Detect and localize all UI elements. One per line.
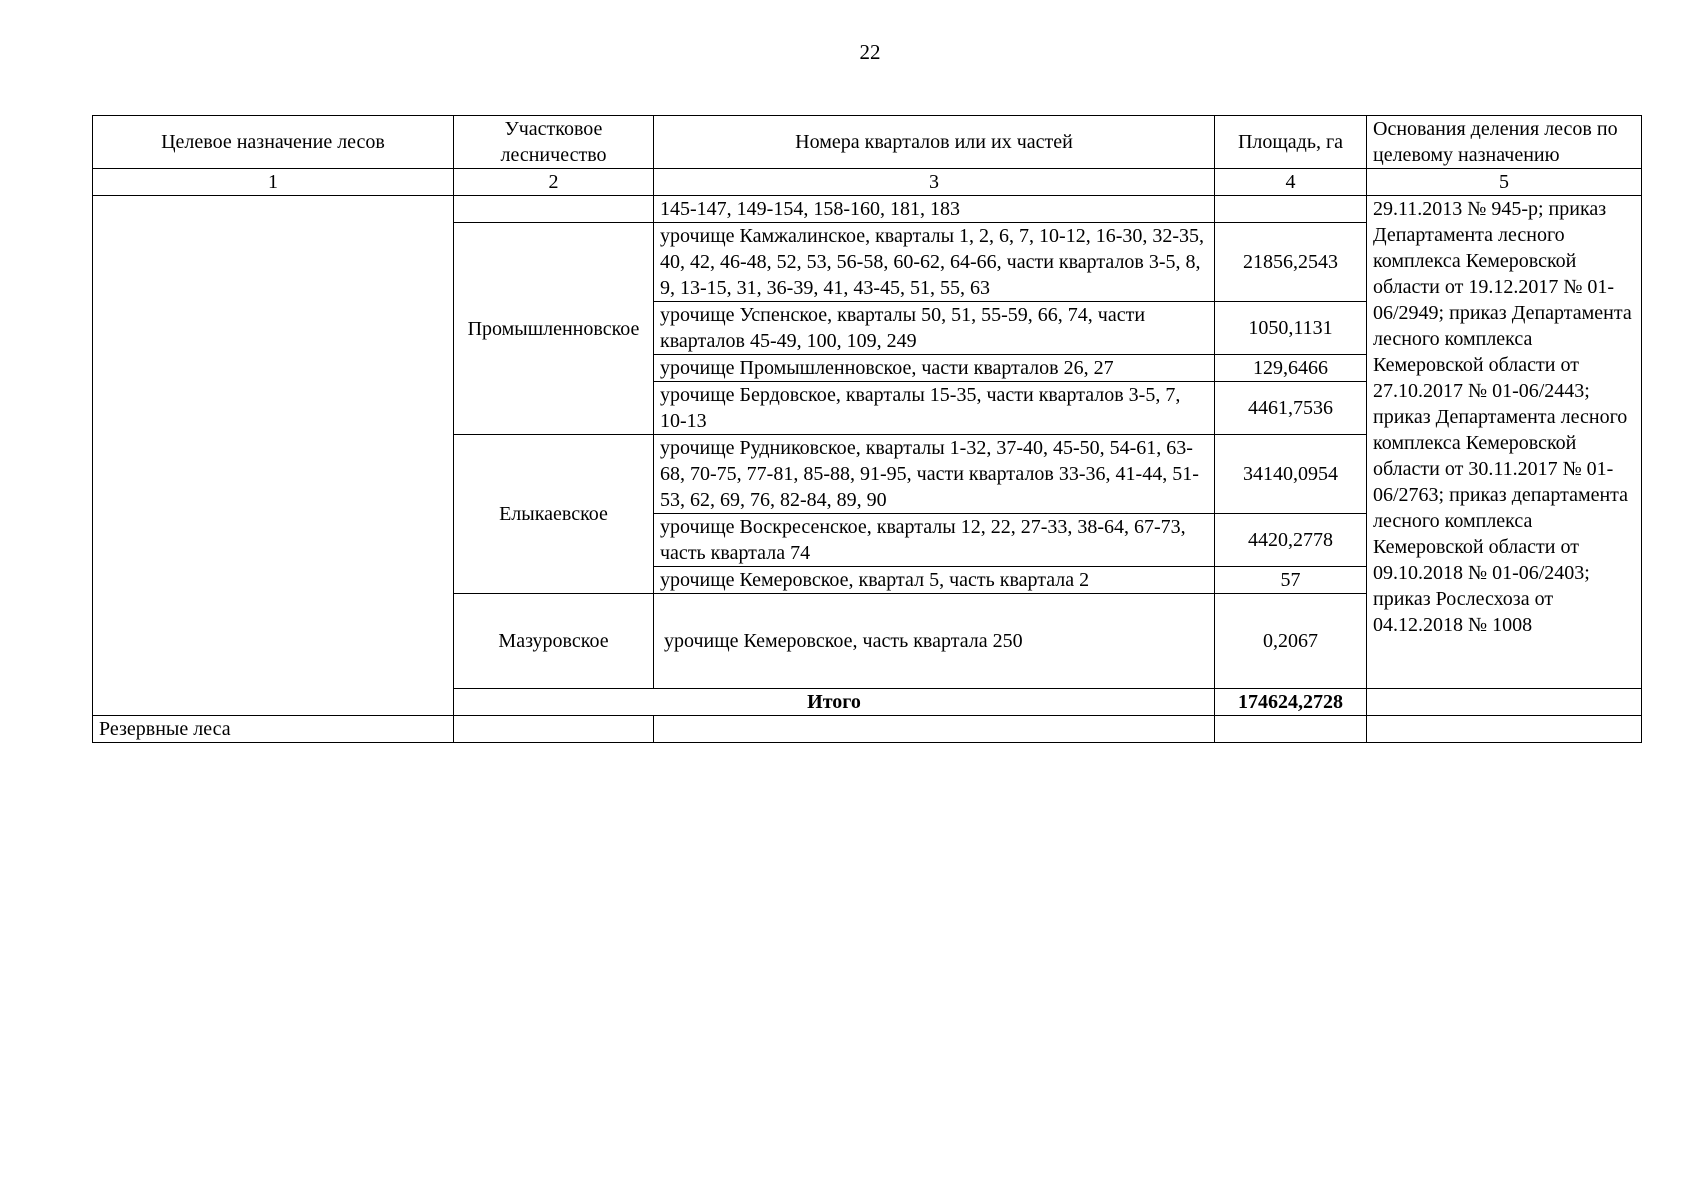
- quarters-cell: урочище Камжалинское, кварталы 1, 2, 6, 7, 10-12, 16-30, 32-35, 40, 42, 46-48, 52, 53, 56-58, 60-62, 64-66, части кварталов 3-5, 8, 9, 13-15, 31, 36-39, 41, 43-45, 51, 55, 63: [654, 223, 1215, 302]
- header-purpose: Целевое назначение лесов: [93, 116, 454, 169]
- reserve-label: Резервные леса: [93, 716, 454, 743]
- basis-cell: [1367, 716, 1642, 743]
- area-cell: 4420,2778: [1215, 514, 1367, 567]
- purpose-cell: [93, 196, 454, 716]
- basis-cell: 29.11.2013 № 945-р; приказ Департамента лесного комплекса Кемеровской области от 19.12.2017 № 01-06/2949; приказ Департамента лесного комплекса Кемеровской области от 27.10.2017 № 01-06/2443; приказ Департамента лесного комплекса Кемеровской области от 30.11.2017 № 01-06/2763; приказ департамента лесного комплекса Кемеровской области от 09.10.2018 № 01-06/2403; приказ Рослесхоза от 04.12.2018 № 1008: [1367, 196, 1642, 689]
- forestry-mazurovskoe: Мазуровское: [454, 594, 654, 689]
- quarters-cell: урочище Кемеровское, часть квартала 250: [654, 594, 1215, 689]
- forestry-cell: [454, 196, 654, 223]
- area-cell: 21856,2543: [1215, 223, 1367, 302]
- area-cell: 4461,7536: [1215, 382, 1367, 435]
- header-forestry: Участковое лесничество: [454, 116, 654, 169]
- quarters-cell: 145-147, 149-154, 158-160, 181, 183: [654, 196, 1215, 223]
- area-cell: 1050,1131: [1215, 302, 1367, 355]
- total-basis-cell: [1367, 689, 1642, 716]
- header-row: [93, 116, 1642, 169]
- area-cell: 57: [1215, 567, 1367, 594]
- forestry-cell: [454, 716, 654, 743]
- quarters-cell: урочище Бердовское, кварталы 15-35, части кварталов 3-5, 7, 10-13: [654, 382, 1215, 435]
- column-number: 3: [654, 169, 1215, 196]
- quarters-cell: урочище Успенское, кварталы 50, 51, 55-59, 66, 74, части кварталов 45-49, 100, 109, 249: [654, 302, 1215, 355]
- header-basis: Основания деления лесов по целевому назначению: [1367, 116, 1642, 169]
- page-number: 22: [859, 40, 881, 64]
- column-number: 2: [454, 169, 654, 196]
- area-cell: [1215, 196, 1367, 223]
- area-cell: 0,2067: [1215, 594, 1367, 689]
- total-area: 174624,2728: [1215, 689, 1367, 716]
- header-quarters: Номера кварталов или их частей: [654, 116, 1215, 169]
- area-cell: 34140,0954: [1215, 435, 1367, 514]
- column-number: 5: [1367, 169, 1642, 196]
- forest-purpose-table: [92, 115, 1642, 743]
- reserve-row: [93, 716, 1642, 743]
- area-cell: [1215, 716, 1367, 743]
- column-number: 4: [1215, 169, 1367, 196]
- header-area: Площадь, га: [1215, 116, 1367, 169]
- quarters-cell: урочище Промышленновское, части кварталов 26, 27: [654, 355, 1215, 382]
- column-number: 1: [93, 169, 454, 196]
- quarters-cell: [654, 716, 1215, 743]
- total-label: Итого: [454, 689, 1215, 716]
- forestry-elykaevskoe: Елыкаевское: [454, 435, 654, 594]
- forestry-promyshlennovskoe: Промышленновское: [454, 223, 654, 435]
- quarters-cell: урочище Воскресенское, кварталы 12, 22, 27-33, 38-64, 67-73, часть квартала 74: [654, 514, 1215, 567]
- table-row: [93, 196, 1642, 223]
- column-numbers-row: [93, 169, 1642, 196]
- quarters-cell: урочище Кемеровское, квартал 5, часть квартала 2: [654, 567, 1215, 594]
- quarters-cell: урочище Рудниковское, кварталы 1-32, 37-40, 45-50, 54-61, 63-68, 70-75, 77-81, 85-88, 91-95, части кварталов 33-36, 41-44, 51-53, 62, 69, 76, 82-84, 89, 90: [654, 435, 1215, 514]
- area-cell: 129,6466: [1215, 355, 1367, 382]
